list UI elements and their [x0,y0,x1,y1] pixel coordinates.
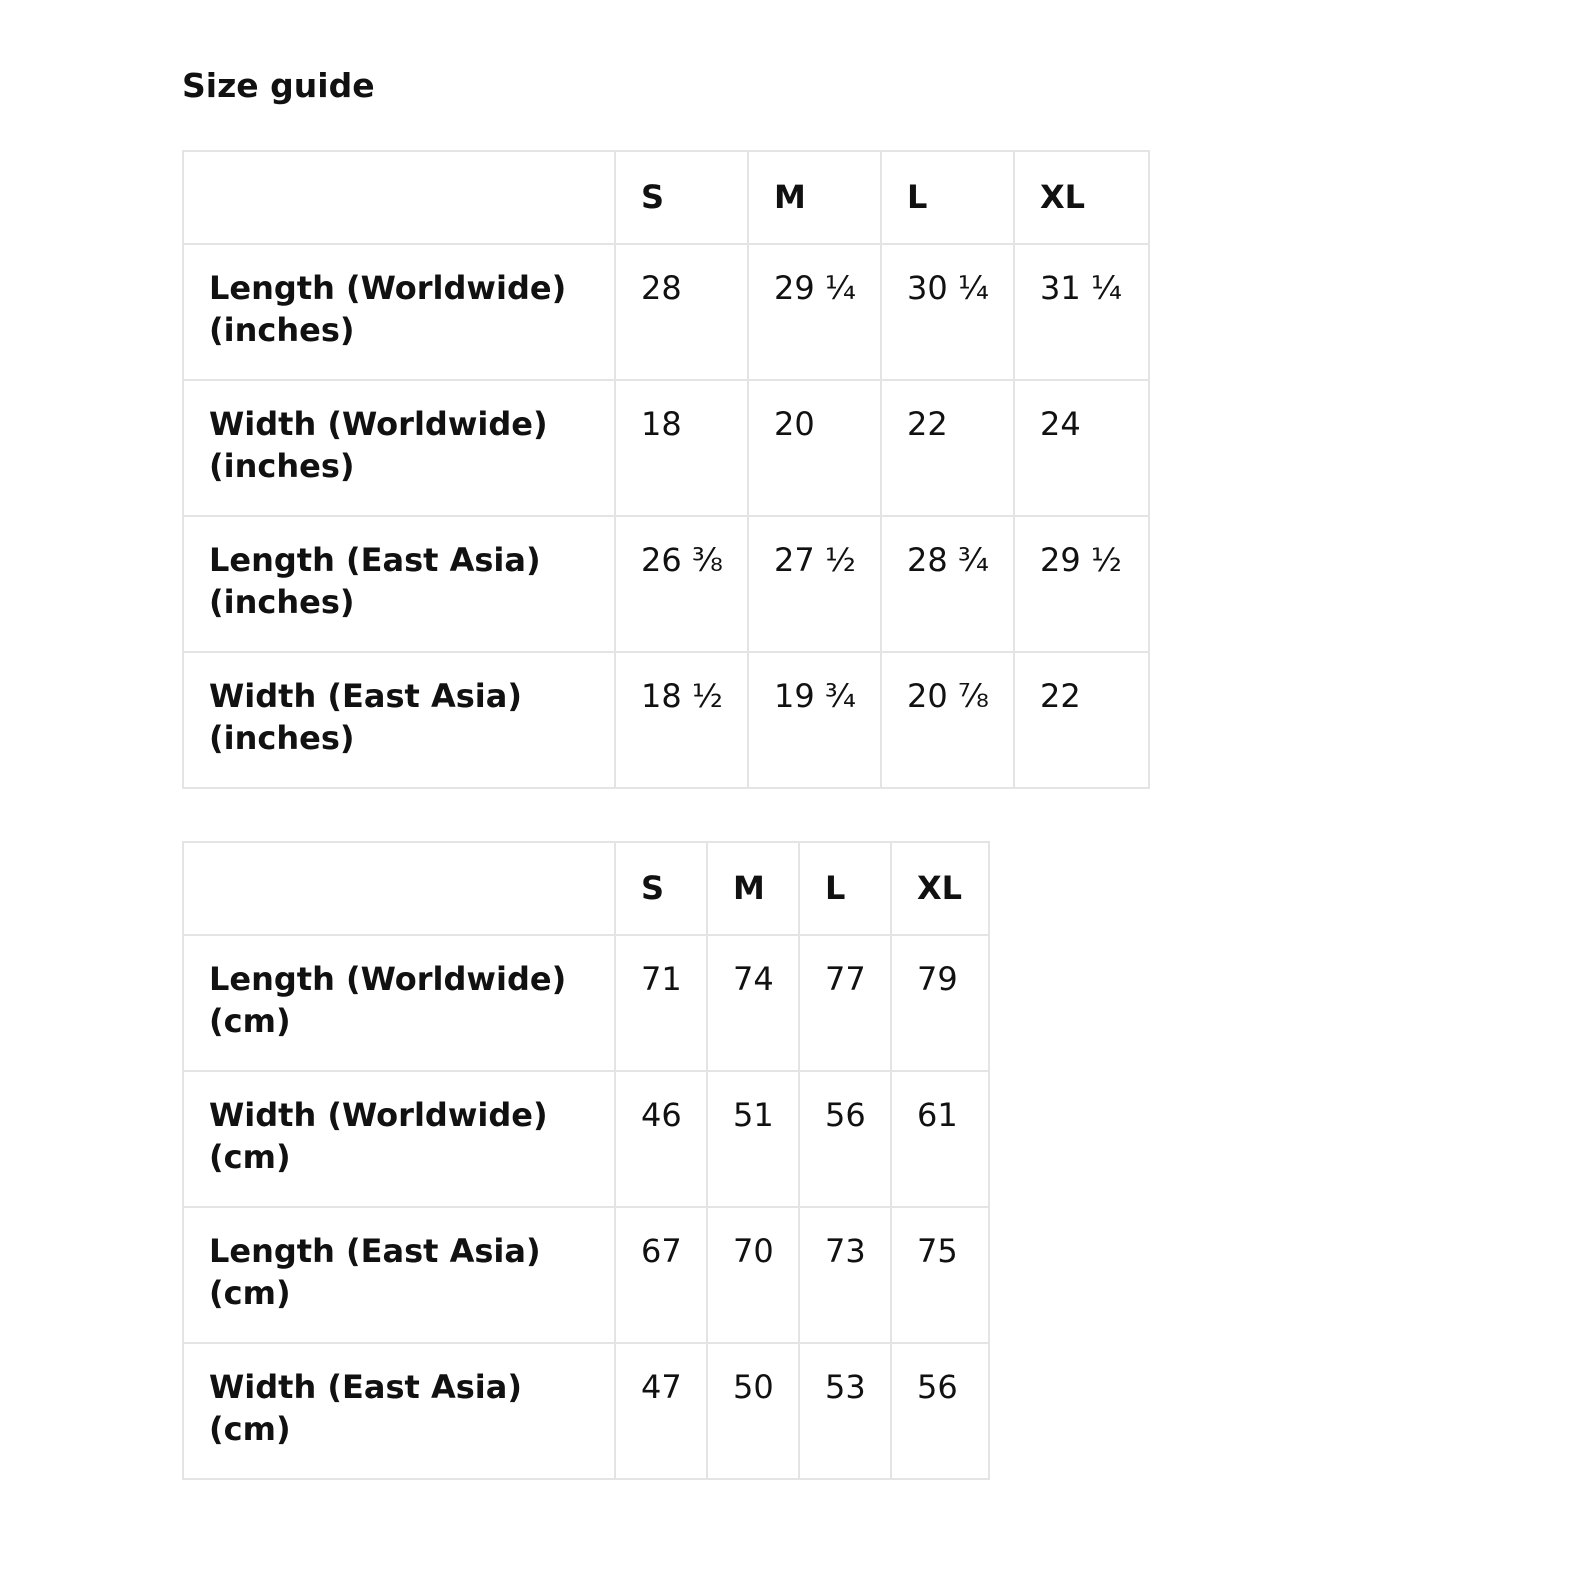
header-cell-l: L [799,842,891,935]
size-table-cm [182,841,990,1480]
header-cell-m: M [707,842,799,935]
value-cell: 18 ½ [615,652,748,788]
table-row [183,652,1149,788]
row-label: Length (Worldwide) (cm) [183,935,615,1071]
value-cell: 56 [891,1343,989,1479]
value-cell: 29 ¼ [748,244,881,380]
value-cell: 24 [1014,380,1149,516]
header-cell-xl: XL [1014,151,1149,244]
value-cell: 30 ¼ [881,244,1014,380]
size-table-inches [182,150,1150,789]
value-cell: 20 [748,380,881,516]
header-cell-blank [183,151,615,244]
table-row [183,1343,989,1479]
value-cell: 75 [891,1207,989,1343]
value-cell: 47 [615,1343,707,1479]
row-label: Width (Worldwide) (inches) [183,380,615,516]
page-title: Size guide [182,66,375,105]
table-row [183,516,1149,652]
value-cell: 73 [799,1207,891,1343]
value-cell: 27 ½ [748,516,881,652]
table-row [183,935,989,1071]
value-cell: 51 [707,1071,799,1207]
value-cell: 20 ⅞ [881,652,1014,788]
table-header-row [183,842,989,935]
header-cell-s: S [615,842,707,935]
value-cell: 18 [615,380,748,516]
value-cell: 31 ¼ [1014,244,1149,380]
value-cell: 74 [707,935,799,1071]
table-header-row [183,151,1149,244]
value-cell: 29 ½ [1014,516,1149,652]
header-cell-blank [183,842,615,935]
value-cell: 46 [615,1071,707,1207]
value-cell: 50 [707,1343,799,1479]
value-cell: 28 [615,244,748,380]
table-row [183,1071,989,1207]
table-row [183,1207,989,1343]
value-cell: 53 [799,1343,891,1479]
value-cell: 28 ¾ [881,516,1014,652]
value-cell: 22 [1014,652,1149,788]
value-cell: 77 [799,935,891,1071]
row-label: Width (East Asia) (inches) [183,652,615,788]
value-cell: 71 [615,935,707,1071]
row-label: Width (Worldwide) (cm) [183,1071,615,1207]
value-cell: 19 ¾ [748,652,881,788]
value-cell: 61 [891,1071,989,1207]
row-label: Length (East Asia) (cm) [183,1207,615,1343]
header-cell-m: M [748,151,881,244]
value-cell: 70 [707,1207,799,1343]
header-cell-xl: XL [891,842,989,935]
value-cell: 56 [799,1071,891,1207]
row-label: Width (East Asia) (cm) [183,1343,615,1479]
value-cell: 79 [891,935,989,1071]
row-label: Length (Worldwide) (inches) [183,244,615,380]
row-label: Length (East Asia) (inches) [183,516,615,652]
table-row [183,380,1149,516]
header-cell-s: S [615,151,748,244]
value-cell: 67 [615,1207,707,1343]
value-cell: 22 [881,380,1014,516]
table-row [183,244,1149,380]
value-cell: 26 ⅜ [615,516,748,652]
header-cell-l: L [881,151,1014,244]
